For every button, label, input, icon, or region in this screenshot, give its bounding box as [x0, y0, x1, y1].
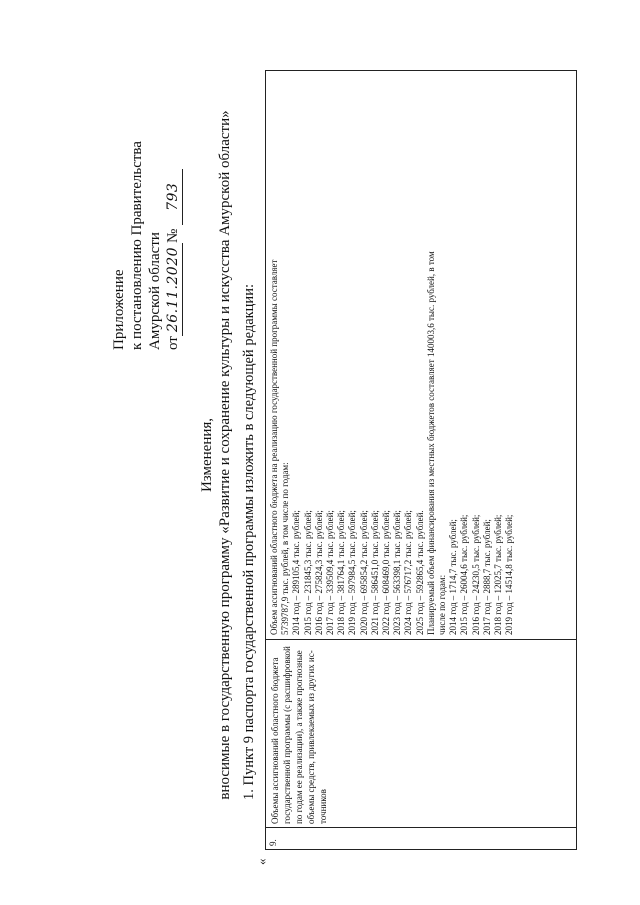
content-line: Объем ассигнований областного бюджета на реализацию государственной программы составляет [269, 259, 279, 635]
content-line: 2015 год – 231845,3 тыс. рублей; [302, 510, 313, 635]
handwritten-date: 26.11.2020 [164, 243, 183, 336]
content-line: 2019 год – 597984,5 тыс. рублей; [347, 510, 358, 635]
content-line: 2017 год – 339509,4 тыс. рублей; [325, 510, 336, 635]
content-line: 2018 год – 12025,7 тыс. рублей; [493, 514, 504, 635]
content-line: 2016 год – 275824,3 тыс. рублей; [313, 510, 324, 635]
title-line-1: Изменения, [199, 417, 215, 493]
content-line: 2025 год – 592865,4 тыс. рублей. [414, 510, 425, 635]
row-number-cell: 9. [266, 827, 576, 849]
content-line: 2020 год – 695854,2 тыс. рублей; [358, 510, 369, 635]
document-title [198, 40, 234, 870]
opening-quote: « [254, 858, 269, 865]
content-line: 2018 год – 381764,1 тыс. рублей; [336, 510, 347, 635]
description-line: Объемы ассигнований областного бюджета [270, 657, 280, 824]
content-line: 2014 год – 1714,7 тыс. рублей; [448, 519, 459, 635]
appendix-title: Приложение [111, 269, 127, 350]
description-line: точников [318, 789, 328, 824]
appendix-date-number-line [164, 141, 183, 350]
content-cell [266, 71, 576, 639]
content-line: 5739787,9 тыс. рублей, в том числе по годам: [280, 462, 291, 635]
title-line-2: вносимые в государственную программу «Развитие и сохранение культуры и искусства Амурской области» [217, 110, 233, 800]
content-line: 2015 год – 26004,6 тыс. рублей; [459, 514, 470, 635]
description-line: объемы средств, привлекаемых из других ис- [306, 650, 316, 824]
content-line: 2014 год – 289105,4 тыс. рублей; [291, 510, 302, 635]
content-line: Планируемый объем финансирования из местных бюджетов составляет 140003,6 тыс. рублей, в том [425, 251, 436, 635]
content-line: 2023 год – 563398,1 тыс. рублей; [392, 510, 403, 635]
content-line: числе по годам: [437, 574, 448, 635]
date-prefix: от [165, 336, 181, 350]
description-line: государственной программы (с расшифровкой [282, 646, 292, 824]
appendix-block [110, 141, 183, 350]
content-line: 2016 год – 24230,5 тыс. рублей; [470, 514, 481, 635]
description-line: по годам ее реализации), а также прогнозные [294, 650, 304, 824]
passport-table [265, 70, 577, 850]
content-line: 2017 год – 2888,7 тыс. рублей; [481, 519, 492, 635]
content-line: 2019 год – 14514,8 тыс. рублей; [504, 514, 515, 635]
appendix-resolution-line: к постановлению Правительства [129, 141, 145, 350]
appendix-region-line: Амурской области [147, 232, 163, 350]
content-line: 2024 год – 576717,2 тыс. рублей; [403, 510, 414, 635]
description-cell [266, 639, 576, 827]
item-1-instruction: 1. Пункт 9 паспорта государственной программы изложить в следующей редакции: [241, 284, 257, 800]
content-line: 2021 год – 586451,0 тыс. рублей; [369, 510, 380, 635]
content-line: 2022 год – 608469,0 тыс. рублей; [381, 510, 392, 635]
number-label: № [165, 228, 181, 243]
handwritten-number: 793 [164, 169, 183, 225]
rotated-landscape-content [30, 40, 605, 870]
